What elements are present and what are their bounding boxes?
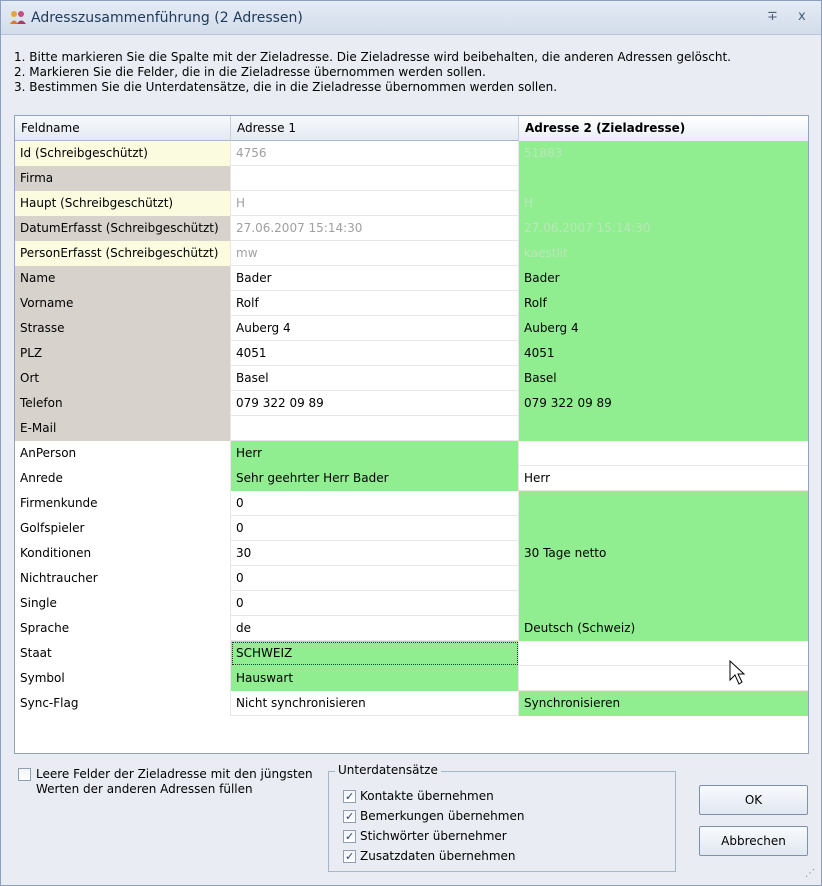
merge-grid[interactable] xyxy=(14,115,809,754)
adresse1-cell[interactable]: 4051 xyxy=(231,341,519,366)
subrecords-group xyxy=(328,763,676,872)
mouse-cursor-icon xyxy=(729,660,745,686)
table-row[interactable] xyxy=(15,341,808,366)
adresse2-cell[interactable]: 27.06.2007 15:14:30 xyxy=(519,216,808,241)
header-adresse-2[interactable]: Adresse 2 (Zieladresse) xyxy=(519,116,808,141)
instruction-line: 3. Bestimmen Sie die Unterdatensätze, die in die Zieladresse übernommen werden sollen. xyxy=(14,80,558,94)
adresse1-cell[interactable]: 0 xyxy=(231,566,519,591)
adresse2-cell[interactable]: Deutsch (Schweiz) xyxy=(519,616,808,641)
field-name-cell: AnPerson xyxy=(15,441,231,466)
field-name-cell: Telefon xyxy=(15,391,231,416)
table-row[interactable] xyxy=(15,416,808,441)
field-name-cell: Single xyxy=(15,591,231,616)
table-row[interactable] xyxy=(15,616,808,641)
table-row[interactable] xyxy=(15,516,808,541)
adresse1-cell[interactable]: Herr xyxy=(231,441,519,466)
field-name-cell: Golfspieler xyxy=(15,516,231,541)
adresse1-cell[interactable]: SCHWEIZ xyxy=(231,641,519,666)
adresse1-cell[interactable]: 30 xyxy=(231,541,519,566)
table-row[interactable] xyxy=(15,691,808,716)
field-name-cell: Konditionen xyxy=(15,541,231,566)
adresse1-cell[interactable]: 27.06.2007 15:14:30 xyxy=(231,216,519,241)
header-feldname[interactable]: Feldname xyxy=(15,116,231,141)
fill-empty-label xyxy=(36,767,313,797)
subrecord-option-stichwoerter[interactable] xyxy=(343,827,507,845)
field-name-cell: DatumErfasst (Schreibgeschützt) xyxy=(15,216,231,241)
table-row[interactable] xyxy=(15,191,808,216)
kontakte-checkbox[interactable] xyxy=(343,790,356,803)
adresse1-cell[interactable]: de xyxy=(231,616,519,641)
table-row[interactable] xyxy=(15,366,808,391)
close-icon[interactable]: x xyxy=(798,9,806,24)
adresse2-cell[interactable]: H xyxy=(519,191,808,216)
table-row[interactable] xyxy=(15,141,808,166)
zusatzdaten-checkbox[interactable] xyxy=(343,850,356,863)
adresse1-cell[interactable]: H xyxy=(231,191,519,216)
pin-icon[interactable]: ∓ xyxy=(767,9,778,24)
table-row[interactable] xyxy=(15,666,808,691)
adresse1-cell[interactable]: mw xyxy=(231,241,519,266)
adresse2-cell[interactable] xyxy=(519,641,808,666)
adresse2-cell[interactable]: 30 Tage netto xyxy=(519,541,808,566)
instructions xyxy=(14,50,731,95)
field-name-cell: PLZ xyxy=(15,341,231,366)
adresse1-cell[interactable]: Basel xyxy=(231,366,519,391)
subrecords-title: Unterdatensätze xyxy=(335,763,441,777)
table-row[interactable] xyxy=(15,541,808,566)
instruction-line: 2. Markieren Sie die Felder, die in die Zieladresse übernommen werden sollen. xyxy=(14,65,486,79)
adresse1-cell[interactable]: Rolf xyxy=(231,291,519,316)
field-name-cell: Sprache xyxy=(15,616,231,641)
adresse2-cell[interactable]: Rolf xyxy=(519,291,808,316)
adresse2-cell[interactable]: Auberg 4 xyxy=(519,316,808,341)
stichwoerter-checkbox[interactable] xyxy=(343,830,356,843)
subrecord-option-bemerkungen[interactable] xyxy=(343,807,524,825)
adresse2-cell[interactable] xyxy=(519,666,808,691)
field-name-cell: Name xyxy=(15,266,231,291)
header-adresse-1[interactable]: Adresse 1 xyxy=(231,116,519,141)
field-name-cell: PersonErfasst (Schreibgeschützt) xyxy=(15,241,231,266)
field-name-cell: Staat xyxy=(15,641,231,666)
title-bar xyxy=(1,1,821,35)
fill-empty-option[interactable] xyxy=(18,767,318,796)
adresse1-cell[interactable]: 0 xyxy=(231,491,519,516)
field-name-cell: Nichtraucher xyxy=(15,566,231,591)
field-name-cell: Firmenkunde xyxy=(15,491,231,516)
adresse2-cell[interactable]: Herr xyxy=(524,471,551,485)
bemerkungen-label: Bemerkungen übernehmen xyxy=(360,809,525,823)
subrecord-option-zusatzdaten[interactable] xyxy=(343,847,516,865)
adresse1-cell[interactable]: 0 xyxy=(231,516,519,541)
adresse2-cell[interactable] xyxy=(519,416,808,441)
table-row[interactable] xyxy=(15,391,808,416)
field-name-cell: Haupt (Schreibgeschützt) xyxy=(15,191,231,216)
adresse1-cell[interactable]: 0 xyxy=(231,591,519,616)
table-row[interactable] xyxy=(15,491,808,516)
table-row[interactable] xyxy=(15,441,808,466)
adresse2-cell[interactable]: 4051 xyxy=(519,341,808,366)
ok-button[interactable]: OK xyxy=(699,785,808,815)
field-name-cell: Sync-Flag xyxy=(15,691,231,716)
kontakte-label: Kontakte übernehmen xyxy=(360,789,494,803)
adresse1-cell[interactable]: Nicht synchronisieren xyxy=(231,691,519,716)
adresse2-cell[interactable]: 51883 xyxy=(519,141,808,166)
fill-empty-label-line: Leere Felder der Zieladresse mit den jüngsten xyxy=(36,767,313,781)
table-row[interactable] xyxy=(15,566,808,591)
field-name-cell: Ort xyxy=(15,366,231,391)
adresse1-cell[interactable]: Hauswart xyxy=(231,666,519,691)
table-row[interactable] xyxy=(15,166,808,191)
table-row[interactable] xyxy=(15,466,808,491)
users-icon xyxy=(9,10,27,26)
adresse2-cell[interactable]: Bader xyxy=(519,266,808,291)
adresse1-cell[interactable]: Sehr geehrter Herr Bader xyxy=(231,466,519,491)
adresse2-cell[interactable] xyxy=(519,516,808,541)
adresse2-cell[interactable] xyxy=(519,566,808,591)
table-row[interactable] xyxy=(15,266,808,291)
resize-grip-icon[interactable]: ⋰ xyxy=(805,868,815,879)
adresse2-cell[interactable]: kaestlit xyxy=(519,241,808,266)
adresse2-cell[interactable] xyxy=(519,491,808,516)
adresse2-cell[interactable] xyxy=(519,591,808,616)
field-name-cell: Id (Schreibgeschützt) xyxy=(15,141,231,166)
stichwoerter-label: Stichwörter übernehmer xyxy=(360,829,507,843)
field-name-cell: Strasse xyxy=(15,316,231,341)
subrecord-option-kontakte[interactable] xyxy=(343,787,494,805)
bemerkungen-checkbox[interactable] xyxy=(343,810,356,823)
adresse2-cell[interactable]: Basel xyxy=(519,366,808,391)
adresse1-cell[interactable] xyxy=(231,416,519,441)
fill-empty-label-line: Werten der anderen Adressen füllen xyxy=(36,782,253,796)
instruction-line: 1. Bitte markieren Sie die Spalte mit der Zieladresse. Die Zieladresse wird beibehalten, die anderen Adressen gelöscht. xyxy=(14,50,731,64)
adresse1-cell[interactable]: Auberg 4 xyxy=(231,316,519,341)
adresse2-cell[interactable] xyxy=(519,441,808,466)
fill-empty-checkbox[interactable] xyxy=(18,768,31,781)
table-row[interactable] xyxy=(15,316,808,341)
adresse1-cell[interactable] xyxy=(231,166,519,191)
adresse1-cell[interactable]: 4756 xyxy=(231,141,519,166)
cancel-button[interactable]: Abbrechen xyxy=(699,826,808,856)
grid-header xyxy=(15,116,808,141)
field-name-cell: Symbol xyxy=(15,666,231,691)
table-row[interactable] xyxy=(15,291,808,316)
table-row[interactable] xyxy=(15,241,808,266)
field-name-cell: E-Mail xyxy=(15,416,231,441)
adresse1-cell[interactable]: 079 322 09 89 xyxy=(231,391,519,416)
window-title: Adresszusammenführung (2 Adressen) xyxy=(31,10,303,26)
adresse2-cell[interactable]: Synchronisieren xyxy=(519,691,808,716)
adresse1-cell[interactable]: Bader xyxy=(231,266,519,291)
field-name-cell: Vorname xyxy=(15,291,231,316)
field-name-cell: Firma xyxy=(15,166,231,191)
zusatzdaten-label: Zusatzdaten übernehmen xyxy=(360,849,516,863)
adresse2-cell[interactable]: 079 322 09 89 xyxy=(519,391,808,416)
table-row[interactable] xyxy=(15,216,808,241)
table-row[interactable] xyxy=(15,591,808,616)
field-name-cell: Anrede xyxy=(15,466,231,491)
adresse2-cell[interactable] xyxy=(519,166,808,191)
table-row[interactable] xyxy=(15,641,808,666)
